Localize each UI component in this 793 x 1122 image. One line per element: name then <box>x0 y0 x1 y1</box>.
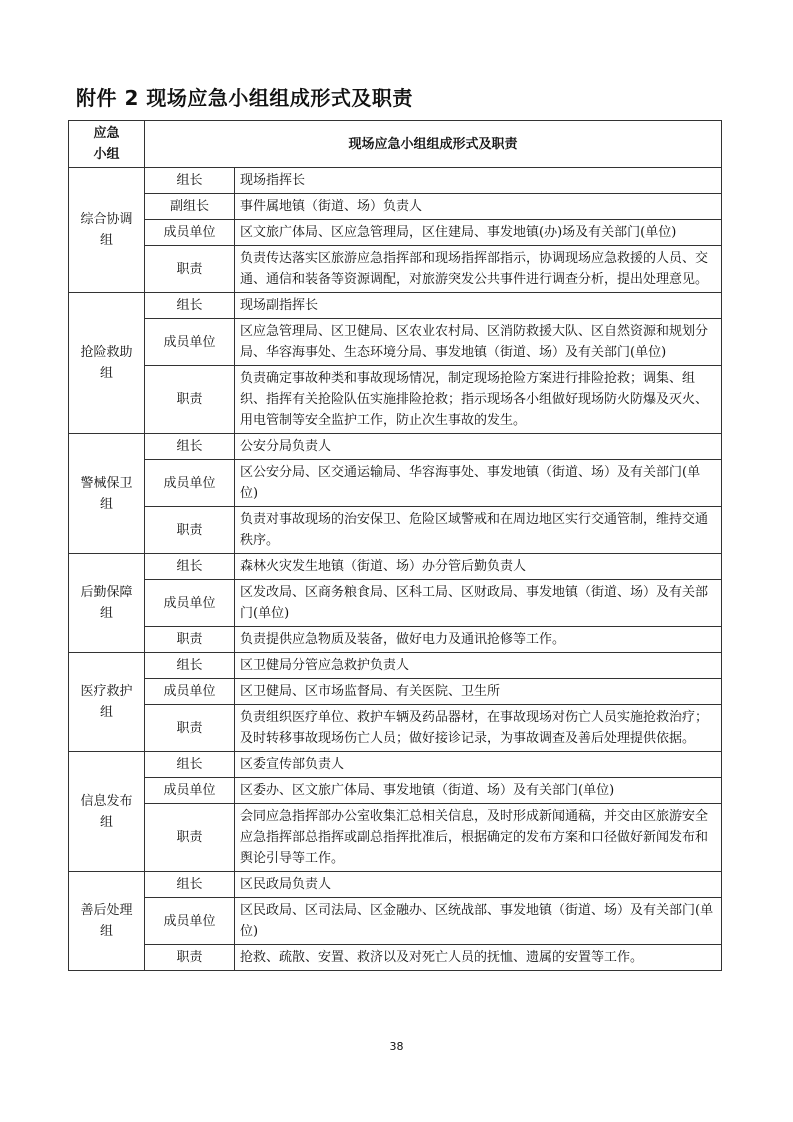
group-name-cell: 善后处理 组 <box>69 872 145 971</box>
role-cell: 职责 <box>145 246 235 293</box>
duty-table <box>68 120 722 971</box>
role-cell: 组长 <box>145 434 235 460</box>
content-cell: 区卫健局、区市场监督局、有关医院、卫生所 <box>235 679 722 705</box>
group-name-cell: 信息发布 组 <box>69 752 145 872</box>
content-cell: 区公安分局、区交通运输局、华容海事处、事发地镇（街道、场）及有关部门(单位) <box>235 460 722 507</box>
group-name-cell: 后勤保障 组 <box>69 554 145 653</box>
content-cell: 区应急管理局、区卫健局、区农业农村局、区消防救援大队、区自然资源和规划分局、华容海事处、生态环境分局、事发地镇（街道、场）及有关部门(单位) <box>235 319 722 366</box>
role-cell: 组长 <box>145 752 235 778</box>
content-cell: 公安分局负责人 <box>235 434 722 460</box>
table-row <box>69 872 722 898</box>
group-name-cell: 抢险救助 组 <box>69 293 145 434</box>
role-cell: 成员单位 <box>145 778 235 804</box>
content-cell: 区发改局、区商务粮食局、区科工局、区财政局、事发地镇（街道、场）及有关部门(单位) <box>235 580 722 627</box>
role-cell: 组长 <box>145 554 235 580</box>
group-name-cell: 警械保卫 组 <box>69 434 145 554</box>
table-body <box>69 168 722 971</box>
table-row <box>69 194 722 220</box>
group-name-cell: 医疗救护 组 <box>69 653 145 752</box>
role-cell: 成员单位 <box>145 898 235 945</box>
table-row <box>69 246 722 293</box>
role-cell: 组长 <box>145 872 235 898</box>
content-cell: 会同应急指挥部办公室收集汇总相关信息，及时形成新闻通稿，并交由区旅游安全应急指挥部总指挥或副总指挥批准后，根据确定的发布方案和口径做好新闻发布和舆论引导等工作。 <box>235 804 722 872</box>
table-row <box>69 580 722 627</box>
role-cell: 成员单位 <box>145 319 235 366</box>
table-row <box>69 460 722 507</box>
header-group-cell: 应急 小组 <box>69 121 145 168</box>
table-row <box>69 627 722 653</box>
content-cell: 现场副指挥长 <box>235 293 722 319</box>
header-main-cell: 现场应急小组组成形式及职责 <box>145 121 722 168</box>
content-cell: 抢救、疏散、安置、救济以及对死亡人员的抚恤、遗属的安置等工作。 <box>235 945 722 971</box>
table-row <box>69 898 722 945</box>
role-cell: 组长 <box>145 653 235 679</box>
content-cell: 负责确定事故种类和事故现场情况，制定现场抢险方案进行排险抢救；调集、组织、指挥有关抢险队伍实施排险抢救；指示现场各小组做好现场防火防爆及灭火、用电管制等安全监护工作，防止次生事故的发生。 <box>235 366 722 434</box>
role-cell: 副组长 <box>145 194 235 220</box>
content-cell: 区委宣传部负责人 <box>235 752 722 778</box>
role-cell: 组长 <box>145 168 235 194</box>
content-cell: 区卫健局分管应急救护负责人 <box>235 653 722 679</box>
role-cell: 职责 <box>145 627 235 653</box>
table-row <box>69 319 722 366</box>
content-cell: 负责对事故现场的治安保卫、危险区域警戒和在周边地区实行交通管制，维持交通秩序。 <box>235 507 722 554</box>
table-row <box>69 168 722 194</box>
table-row <box>69 778 722 804</box>
table-row <box>69 752 722 778</box>
role-cell: 职责 <box>145 705 235 752</box>
role-cell: 职责 <box>145 804 235 872</box>
role-cell: 成员单位 <box>145 220 235 246</box>
table-row <box>69 705 722 752</box>
content-cell: 区民政局负责人 <box>235 872 722 898</box>
content-cell: 现场指挥长 <box>235 168 722 194</box>
content-cell: 区委办、区文旅广体局、事发地镇（街道、场）及有关部门(单位) <box>235 778 722 804</box>
content-cell: 负责组织医疗单位、救护车辆及药品器材，在事故现场对伤亡人员实施抢救治疗；及时转移事故现场伤亡人员；做好接诊记录，为事故调查及善后处理提供依据。 <box>235 705 722 752</box>
content-cell: 负责提供应急物质及装备，做好电力及通讯抢修等工作。 <box>235 627 722 653</box>
content-cell: 事件属地镇（街道、场）负责人 <box>235 194 722 220</box>
role-cell: 职责 <box>145 366 235 434</box>
table-header-row <box>69 121 722 168</box>
content-cell: 区民政局、区司法局、区金融办、区统战部、事发地镇（街道、场）及有关部门(单位) <box>235 898 722 945</box>
table-row <box>69 220 722 246</box>
table-row <box>69 679 722 705</box>
group-name-cell: 综合协调 组 <box>69 168 145 293</box>
content-cell: 森林火灾发生地镇（街道、场）办分管后勤负责人 <box>235 554 722 580</box>
content-cell: 区文旅广体局、区应急管理局，区住建局、事发地镇(办)场及有关部门(单位) <box>235 220 722 246</box>
content-cell: 负责传达落实区旅游应急指挥部和现场指挥部指示，协调现场应急救援的人员、交通、通信和装备等资源调配，对旅游突发公共事件进行调查分析，提出处理意见。 <box>235 246 722 293</box>
table-row <box>69 434 722 460</box>
role-cell: 职责 <box>145 945 235 971</box>
role-cell: 成员单位 <box>145 460 235 507</box>
table-row <box>69 945 722 971</box>
table-row <box>69 507 722 554</box>
role-cell: 组长 <box>145 293 235 319</box>
role-cell: 成员单位 <box>145 580 235 627</box>
role-cell: 成员单位 <box>145 679 235 705</box>
table-row <box>69 554 722 580</box>
table-row <box>69 366 722 434</box>
document-title: 附件 2 现场应急小组组成形式及职责 <box>76 86 413 110</box>
table-row <box>69 804 722 872</box>
table-row <box>69 653 722 679</box>
page-number: 38 <box>389 1040 404 1053</box>
role-cell: 职责 <box>145 507 235 554</box>
table-row <box>69 293 722 319</box>
